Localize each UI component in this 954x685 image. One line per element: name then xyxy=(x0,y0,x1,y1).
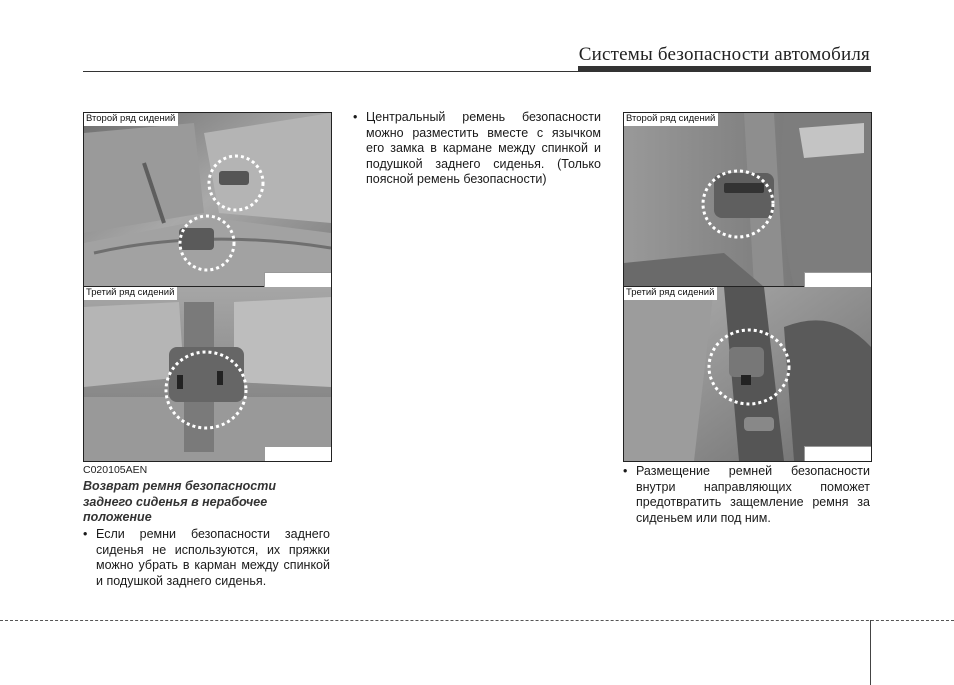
footer-vertical-rule xyxy=(870,620,871,685)
photo-label: Второй ряд сидений xyxy=(84,113,178,126)
seat-illustration xyxy=(84,287,331,461)
seat-illustration xyxy=(84,113,331,287)
photo-code-box xyxy=(264,272,331,287)
bullet-item xyxy=(623,464,870,526)
right-bullet-paragraph xyxy=(623,464,870,526)
photo-code-box xyxy=(804,272,871,287)
page-header-title: Системы безопасности автомобиля xyxy=(578,44,870,65)
bullet-symbol: • xyxy=(83,527,88,541)
seat-illustration xyxy=(624,113,871,287)
left-bullet-paragraph xyxy=(83,527,330,589)
bullet-item xyxy=(83,527,330,589)
photo-label: Третий ряд сидений xyxy=(624,287,717,300)
photo-third-row-belt-guide xyxy=(623,286,872,462)
header-rule-thick xyxy=(578,66,871,72)
photo-second-row-seat-pocket xyxy=(83,112,332,288)
photo-label: Третий ряд сидений xyxy=(84,287,177,300)
photo-code-box xyxy=(264,446,331,461)
photo-second-row-belt-guide xyxy=(623,112,872,288)
bullet-symbol: • xyxy=(623,464,628,478)
footer-dashed-rule xyxy=(0,620,954,621)
middle-bullet-paragraph xyxy=(353,110,601,188)
photo-label: Второй ряд сидений xyxy=(624,113,718,126)
seat-illustration xyxy=(624,287,871,461)
bullet-item xyxy=(353,110,601,188)
bullet-text: Размещение ремней безопасности внутри направляющих поможет предотвратить защемление ремня за сиденьем или под ним. xyxy=(636,464,870,525)
image-code: C020105AEN xyxy=(83,464,148,476)
header-rule-thin xyxy=(83,71,578,72)
bullet-text: Если ремни безопасности заднего сиденья не используются, их пряжки можно убрать в карман между спинкой и подушкой заднего сиденья. xyxy=(96,527,330,588)
bullet-text: Центральный ремень безопасности можно разместить вместе с язычком его замка в кармане между спинкой и подушкой заднего сиденья. (Только поясной ремень безопасности) xyxy=(366,110,601,186)
photo-third-row-seat-pocket xyxy=(83,286,332,462)
bullet-symbol: • xyxy=(353,110,358,124)
section-caption: Возврат ремня безопасности заднего сиденья в нерабочее положение xyxy=(83,479,276,524)
photo-code-box xyxy=(804,446,871,461)
